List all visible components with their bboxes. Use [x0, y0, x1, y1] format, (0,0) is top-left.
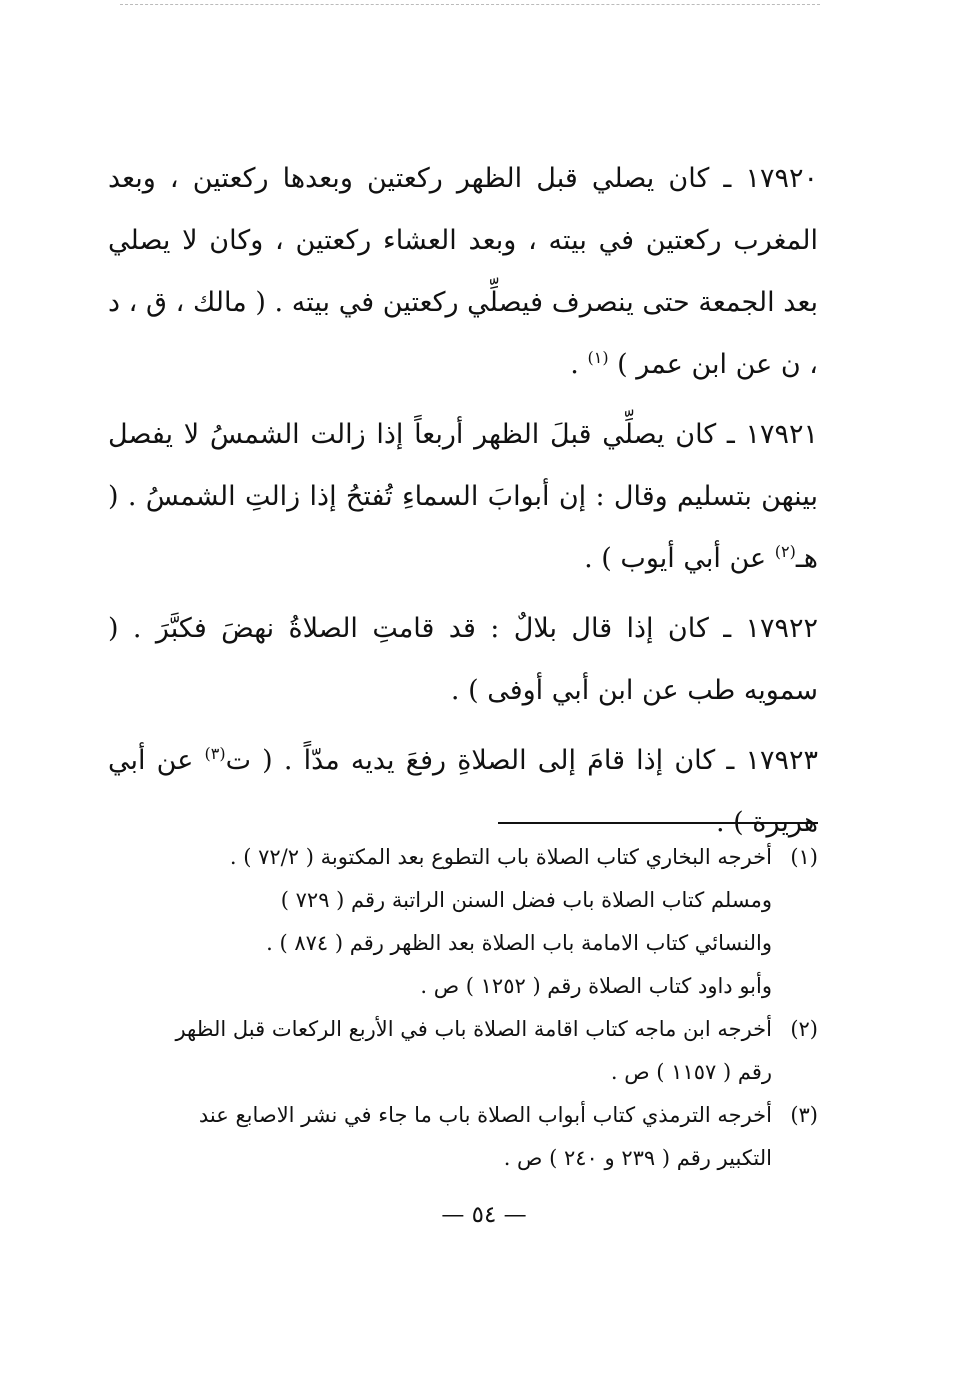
hadith-end: عن أبي أيوب ) .: [584, 543, 775, 574]
footnote-1: [108, 836, 818, 1008]
hadith-text: ١٧٩٢٣ ـ كان إذا قامَ إلى الصلاةِ رفعَ يديه مدّاً . ( ت: [225, 745, 818, 776]
footnote-ref: (٣): [204, 744, 226, 763]
footnote-body: [108, 1008, 772, 1094]
hadith-text: ١٧٩٢٠ ـ كان يصلي قبل الظهر ركعتين وبعدها ركعتين ، وبعد المغرب ركعتين في بيته ، وبعد العشاء ركعتين ، وكان لا يصلي بعد الجمعة حتى ينصرف فيصلِّي ركعتين في بيته . ( مالك ، ق ، د ، ن عن ابن عمر ): [108, 163, 818, 380]
footnote-line: أخرجه ابن ماجه كتاب اقامة الصلاة باب في الأربع الركعات قبل الظهر: [175, 1017, 772, 1041]
footnote-body: [108, 1094, 772, 1180]
footnote-number: (٢): [790, 1017, 818, 1041]
hadith-end: عن أبي هريرة ) .: [108, 745, 818, 838]
footnote-ref: (١): [587, 348, 609, 367]
hadith-17920: [108, 148, 818, 396]
footnote-2: [108, 1008, 818, 1094]
hadith-text: ١٧٩٢٢ ـ كان إذا قال بلالٌ : قد قامتِ الصلاةُ نهضَ فكبَّرَ . ( سمويه طب عن ابن أبي أوفى ) .: [108, 613, 818, 706]
hadith-text: ١٧٩٢١ ـ كان يصلِّي قبلَ الظهر أربعاً إذا زالت الشمسُ لا يفصل بينهن بتسليم وقال : إن أبوابَ السماءِ تُفتحُ إذا زالتِ الشمسُ . ( هـ: [108, 419, 818, 574]
footnote-ref: (٢): [774, 542, 796, 561]
footnote-body: [108, 836, 772, 1008]
footnote-line: والنسائي كتاب الامامة باب الصلاة بعد الظهر رقم ( ٨٧٤ ) .: [266, 931, 772, 955]
footnote-line: وأبو داود كتاب الصلاة رقم ( ١٢٥٢ ) ص .: [420, 974, 772, 998]
hadith-17921: [108, 404, 818, 590]
footnotes: [108, 836, 818, 1180]
footnote-number: (٣): [790, 1103, 818, 1127]
footnote-line: رقم ( ١١٥٧ ) ص .: [610, 1060, 772, 1084]
hadith-end: .: [570, 349, 588, 380]
footnote-number: (١): [790, 845, 818, 869]
footnote-line: أخرجه الترمذي كتاب أبواب الصلاة باب ما جاء في نشر الاصابع عند: [198, 1103, 772, 1127]
hadith-17922: [108, 598, 818, 722]
footnote-line: أخرجه البخاري كتاب الصلاة باب التطوع بعد المكتوبة ( ٧٢/٢ ) .: [229, 845, 772, 869]
footnote-line: التكبير رقم ( ٢٣٩ و ٢٤٠ ) ص .: [503, 1146, 772, 1170]
scan-top-edge: [120, 4, 820, 5]
page-number: — ٥٤ —: [441, 1202, 527, 1228]
hadith-text-block: [108, 148, 818, 862]
footnote-line: ومسلم كتاب الصلاة باب فضل السنن الراتبة رقم ( ٧٢٩ ): [280, 888, 772, 912]
footnote-separator: [498, 822, 818, 824]
footnote-3: [108, 1094, 818, 1180]
